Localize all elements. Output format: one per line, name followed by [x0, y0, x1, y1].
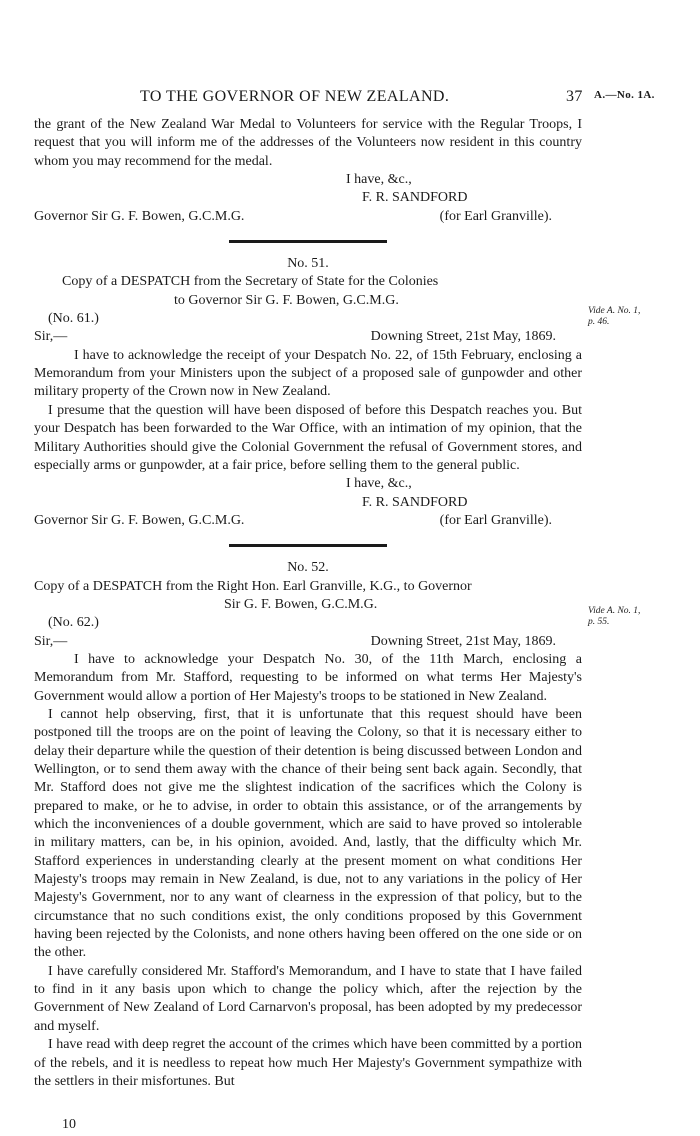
despatch-51-signer: F. R. SANDFORD [362, 494, 468, 510]
despatch-52-salutation-line [34, 633, 582, 651]
running-title: TO THE GOVERNOR OF NEW ZEALAND. [140, 88, 450, 105]
despatch-51-address-line [34, 512, 582, 530]
despatch-51-para1: I have to acknowledge the receipt of your Despatch No. 22, of 15th February, enclosing a Memorandum from your Ministers upon the subject of a proposed sale of gunpowder and other military property of the Crown now in New Zealand. [34, 347, 582, 400]
despatch-51-addressee: Governor Sir G. F. Bowen, G.C.M.G. [34, 512, 245, 528]
page-header [0, 88, 700, 108]
margin-note-d51-line2: p. 46. [588, 317, 610, 327]
despatch-52-place-date: Downing Street, 21st May, 1869. [370, 633, 556, 649]
despatch-52-heading-line1: Copy of a DESPATCH from the Right Hon. Earl Granville, K.G., to Governor [34, 578, 472, 594]
despatch-51-heading-line1: Copy of a DESPATCH from the Secretary of State for the Colonies [62, 274, 439, 290]
margin-note-d51-line1: Vide A. No. 1, [588, 306, 641, 316]
continuation-addressee: Governor Sir G. F. Bowen, G.C.M.G. [34, 208, 245, 224]
page-number: 37 [566, 88, 583, 105]
despatch-51-place-date: Downing Street, 21st May, 1869. [370, 329, 556, 345]
section-divider [229, 240, 387, 243]
despatch-52-para3: I have carefully considered Mr. Stafford's Memorandum, and I have to state that I have failed to find in it any basis upon which to change the policy which, after the rejection by the Government of New Zealand of Lord Carnarvon's proposal, has been adopted by my predecessor and myself. [34, 963, 582, 1034]
margin-note-d52-line2: p. 55. [588, 617, 610, 627]
despatch-51-for: (for Earl Granville). [439, 512, 552, 528]
despatch-51-number: No. 51. [287, 256, 329, 272]
despatch-52-heading-line2: Sir G. F. Bowen, G.C.M.G. [224, 596, 378, 612]
despatch-51-salutation: Sir,— [34, 329, 68, 345]
despatch-51-closing: I have, &c., [346, 476, 412, 492]
section-divider [229, 544, 387, 547]
continuation-for: (for Earl Granville). [439, 208, 552, 224]
document-reference: A.—No. 1A. [594, 89, 655, 101]
despatch-52-para4: I have read with deep regret the account of the crimes which have been committed by a portion of the rebels, and it is needless to repeat how much Her Majesty's Government sympathize with the settlers in their misfortunes. But [34, 1037, 582, 1089]
despatch-51-salutation-line [34, 328, 582, 346]
despatch-52-ref-no: (No. 62.) [48, 615, 99, 631]
margin-note-d52 [588, 606, 640, 628]
despatch-52-para1: I have to acknowledge your Despatch No. 30, of the 11th March, enclosing a Memorandum from Mr. Stafford, requesting to be informed on what terms Her Majesty's Government would allow a portion of Her Majesty's troops to be stationed in New Zealand. [34, 651, 582, 704]
margin-note-d51 [588, 306, 640, 328]
despatch-51-ref-no: (No. 61.) [48, 311, 99, 327]
continuation-signer: F. R. SANDFORD [362, 190, 468, 206]
despatch-52-number: No. 52. [287, 560, 329, 576]
despatch-52-para2: I cannot help observing, first, that it is unfortunate that this request should have been postponed till the troops are on the point of leaving the Colony, so that it is necessary either to delay their departure while the question of their detention is being discussed between London and Wellington, or to send them away with the chance of their being sent back again. Secondly, that Mr. Stafford does not give me the slightest indication of the sacrifices which the Colony is prepared to make, or he to advise, in order to obtain this assistance, or of the arrangements by which the inconveniences of a double government, which are said to have proved so intolerable in military matters, can be, in his opinion, avoided. And, lastly, that the difficulty which Mr. Stafford experiences in understanding clearly at the present moment on what conditions Her Majesty's troops may remain in New Zealand, is due, not to any variations in the policy of Her Majesty's Government, nor to any want of clearness in the expression of that policy, but to the circumstance that no such conditions exist, the only conditions proposed by this Government having been rejected by the Colonists, and none others having been offered on the one side or on the other. [34, 706, 582, 961]
despatch-52-salutation: Sir,— [34, 633, 68, 649]
signature-mark: 10 [62, 1117, 76, 1132]
continuation-address-line [34, 208, 582, 226]
despatch-51-heading-line2: to Governor Sir G. F. Bowen, G.C.M.G. [174, 292, 399, 308]
page-body [34, 116, 582, 1091]
continuation-paragraph: the grant of the New Zealand War Medal to Volunteers for service with the Regular Troops, I request that you will inform me of the addresses of the Volunteers now resident in this country whom you may recommend for the medal. [34, 117, 582, 169]
margin-note-d52-line1: Vide A. No. 1, [588, 606, 641, 616]
continuation-closing: I have, &c., [346, 172, 412, 188]
despatch-51-para2: I presume that the question will have been disposed of before this Despatch reaches you. But your Despatch has been forwarded to the War Office, with an intimation of my opinion, that the Military Authorities should give the Colonial Government the refusal of Government stores, and especially arms or gunpowder, at a fair price, before selling them to the general public. [34, 402, 582, 473]
